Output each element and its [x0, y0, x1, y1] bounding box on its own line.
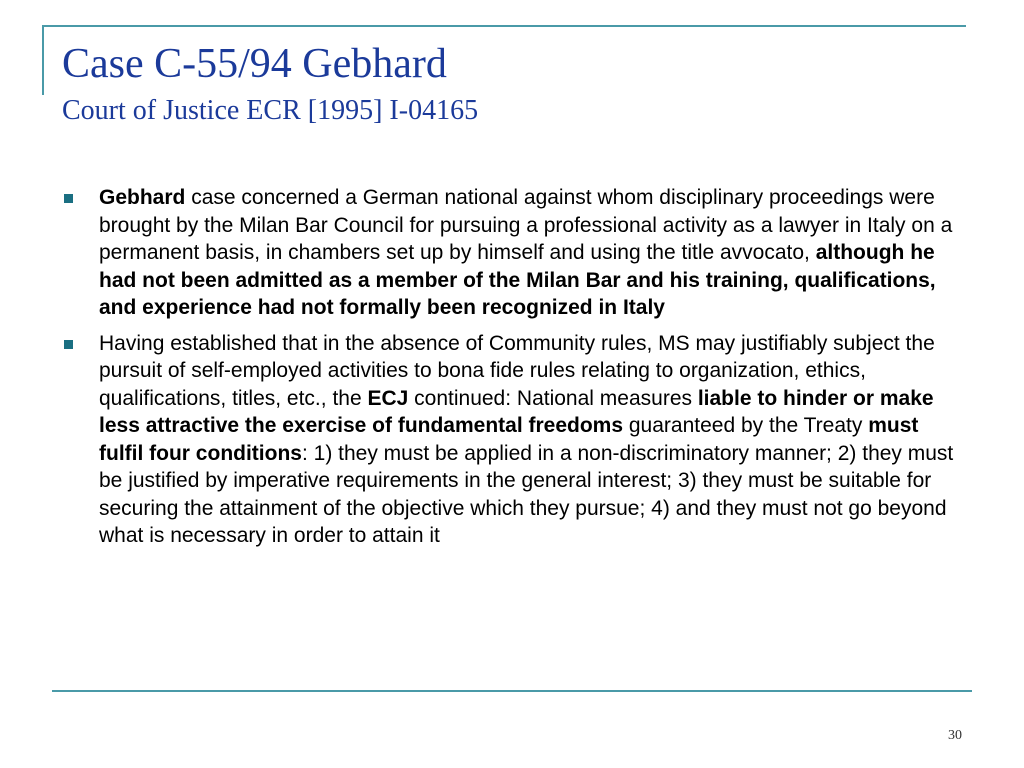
- bottom-rule: [52, 690, 972, 692]
- bullet-text-segment: continued: National measures: [408, 386, 698, 410]
- bullet-text-segment: : 1) they must be applied in a non-discriminatory manner; 2) they must be justified by imperative requirements in the general interest; 3) they must be suitable for securing the attainment of the objective which they pursue; 4) and they must not go beyond what is necessary in order to attain it: [99, 441, 954, 547]
- bullet-text-segment: Having established that in the absence of Community rules, MS may justifiably subject the pursuit of self-employed activities to bona fide rules relating to organization, ethics, qualifications, titles, etc., the: [99, 331, 935, 410]
- bullet-list: [62, 184, 962, 558]
- bullet-item: [62, 184, 962, 322]
- slide-title: Case C-55/94 Gebhard: [62, 41, 447, 87]
- page-number: 30: [948, 728, 962, 743]
- bullet-text-segment: guaranteed by the Treaty: [623, 414, 869, 437]
- bullet-item: [62, 330, 962, 550]
- bullet-text-segment: ECJ: [367, 386, 409, 410]
- left-rule: [42, 25, 44, 95]
- bullet-text-segment: Gebhard: [99, 186, 186, 209]
- bullet-text-segment: although he had not been admitted as a member of the Milan Bar and his training, qualifications, and experience had not formally been recognized in Italy: [99, 241, 936, 319]
- bullet-text-segment: liable to hinder or make less attractive the exercise of fundamental freedoms: [99, 386, 934, 437]
- slide-subtitle: Court of Justice ECR [1995] I-04165: [62, 95, 479, 126]
- square-bullet-icon: [64, 194, 73, 203]
- square-bullet-icon: [64, 340, 73, 349]
- bullet-text-segment: must fulfil four conditions: [99, 414, 919, 465]
- bullet-text-segment: case concerned a German national against whom disciplinary proceedings were brought by the Milan Bar Council for pursuing a professional activity as a lawyer in Italy on a permanent basis, in chambers set up by himself and using the title avvocato,: [99, 186, 953, 264]
- top-rule: [42, 25, 966, 27]
